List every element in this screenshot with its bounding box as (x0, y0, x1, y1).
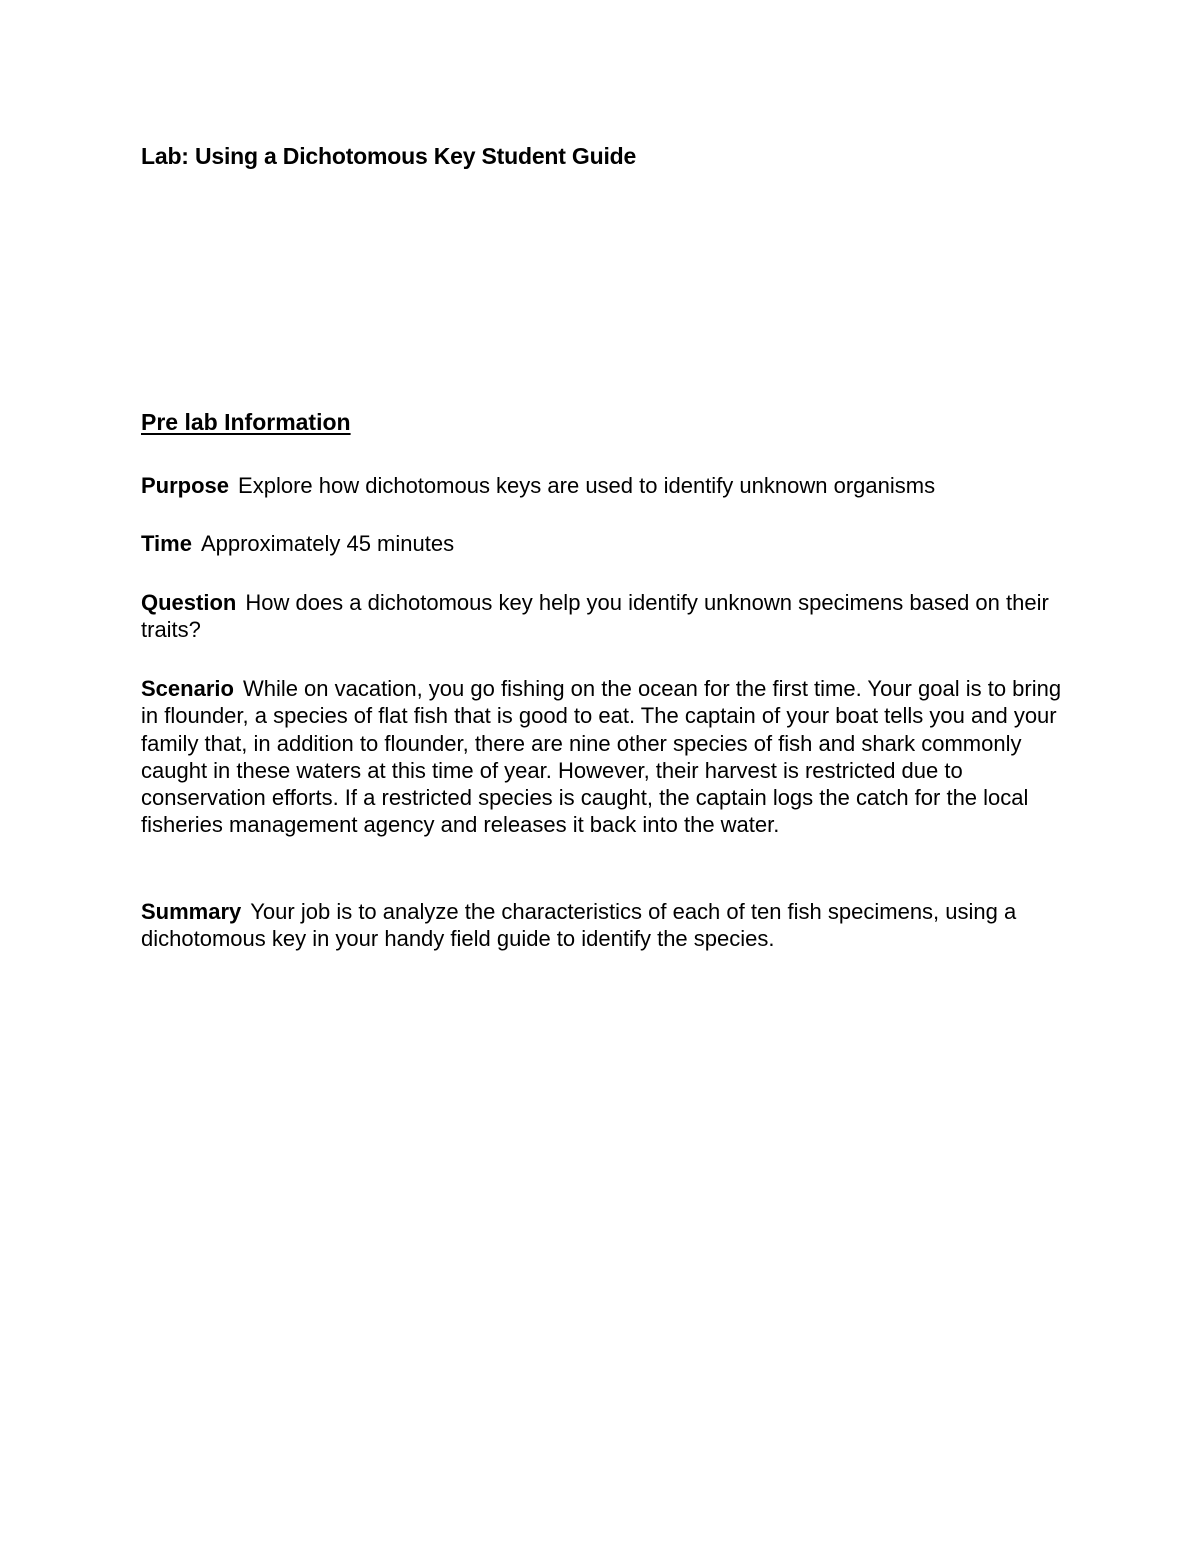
time-label: Time (141, 531, 192, 556)
summary-label: Summary (141, 899, 242, 924)
scenario-paragraph (141, 675, 1071, 839)
purpose-paragraph (141, 472, 1071, 499)
question-paragraph (141, 589, 1071, 644)
purpose-text: Explore how dichotomous keys are used to identify unknown organisms (238, 473, 936, 498)
time-text: Approximately 45 minutes (200, 531, 455, 556)
time-paragraph (141, 530, 1071, 557)
summary-paragraph (141, 898, 1071, 953)
question-text: How does a dichotomous key help you identify unknown specimens based on their traits? (141, 590, 1049, 643)
scenario-text: While on vacation, you go fishing on the ocean for the first time. Your goal is to bring in flounder, a species of flat fish that is good to eat. The captain of your boat tells you and your family that, in addition to flounder, there are nine other species of fish and shark commonly caught in these waters at this time of year. However, their harvest is restricted due to conservation efforts. If a restricted species is caught, the captain logs the catch for the local fisheries management agency and releases it back into the water. (141, 676, 1062, 838)
document-title: Lab: Using a Dichotomous Key Student Guide (141, 143, 637, 169)
question-label: Question (141, 590, 237, 615)
summary-text: Your job is to analyze the characteristics of each of ten fish specimens, using a dichotomous key in your handy field guide to identify the species. (141, 899, 1017, 952)
section-heading-prelab: Pre lab Information (141, 409, 351, 435)
purpose-label: Purpose (141, 473, 230, 498)
scenario-label: Scenario (141, 676, 234, 701)
